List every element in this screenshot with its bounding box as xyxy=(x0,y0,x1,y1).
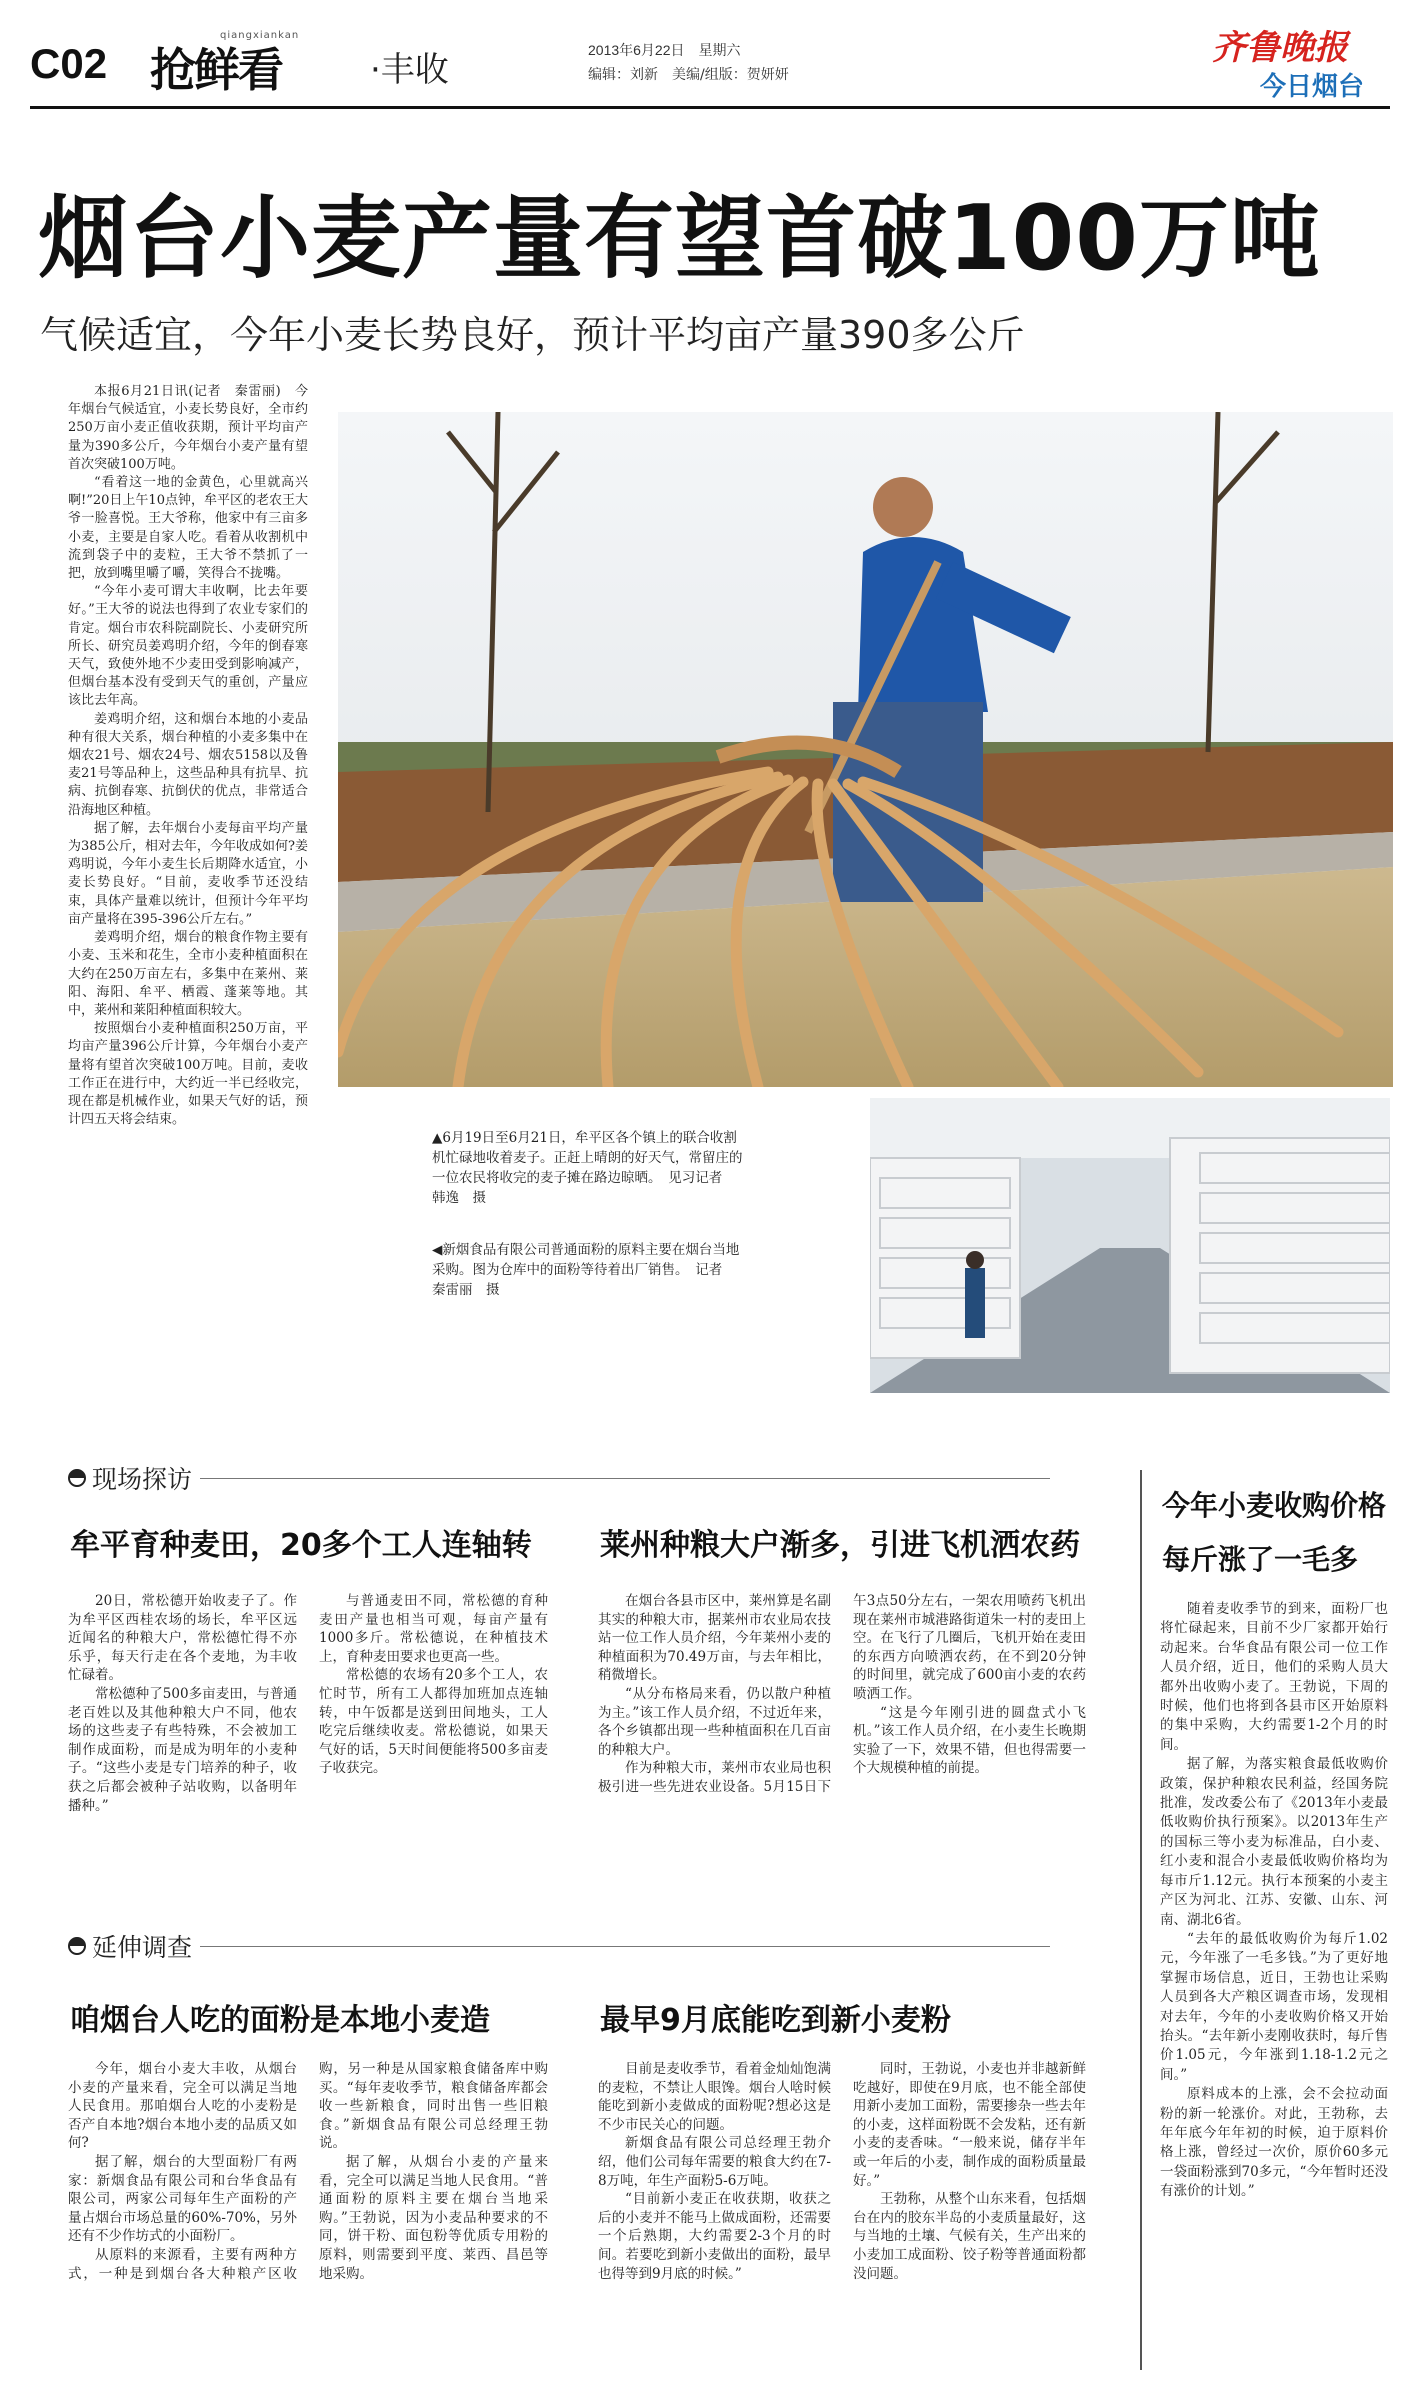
sidebar-title-line1: 今年小麦收购价格 xyxy=(1162,1489,1387,1522)
story-paragraph: “目前新小麦正在收获期，收获之后的小麦并不能马上做成面粉，还需要一个后熟期，大约需要2-3个月的时间。若要吃到新小麦做出的面粉，最早也得等到9月底的时候。” xyxy=(598,2191,831,2282)
lead-paragraph: “看着这一地的金黄色，心里就高兴啊!”20日上午10点钟，牟平区的老农王大爷一脸喜悦。王大爷称，他家中有三亩多小麦，主要是自家人吃。看着从收割机中流到袋子中的麦粒，王大爷不禁抓了一把，放到嘴里嚼了嚼，笑得合不拢嘴。 xyxy=(68,475,308,582)
section-name: 抢鲜看 xyxy=(150,43,282,97)
sidebar-paragraph: 原料成本的上涨，会不会拉动面粉的新一轮涨价。对此，王勃称，去年年底今年年初的时候，迫于原料价格上涨，曾经过一次价，原价60多元一袋面粉涨到70多元，“今年暂时还没有涨价的计划。” xyxy=(1160,2086,1388,2200)
story-body-new-flour xyxy=(598,2060,1086,2370)
sub-headline: 气候适宜，今年小麦长势良好，预计平均亩产量390多公斤 xyxy=(40,313,1025,357)
section-label-text: 现场探访 xyxy=(92,1465,193,1494)
story-paragraph: 目前是麦收季节，看着金灿灿饱满的麦粒，不禁让人眼馋。烟台人啥时候能吃到新小麦做成的面粉呢?想必这是不少市民关心的问题。 xyxy=(598,2061,831,2133)
photo-caption-flour: ◀新烟食品有限公司普通面粉的原料主要在烟台当地采购。图为仓库中的面粉等待着出厂销售。 记者 秦雷丽 摄 xyxy=(432,1242,740,1298)
wheat-harvest-photo xyxy=(338,412,1393,1087)
main-headline: 烟台小麦产量有望首破100万吨 xyxy=(38,186,1321,291)
masthead-rule xyxy=(30,106,1390,109)
story-title-new-flour: 最早9月底能吃到新小麦粉 xyxy=(600,2003,951,2038)
lead-paragraph: “今年小麦可谓大丰收啊，比去年要好。”王大爷的说法也得到了农业专家们的肯定。烟台市农科院副院长、小麦研究所所长、研究员姜鸡明介绍，今年的倒春寒天气，致使外地不少麦田受到影响减产，但烟台基本没有受到天气的重创，产量应该比去年高。 xyxy=(68,584,308,709)
photo-caption-harvest: ▲6月19日至6月21日，牟平区各个镇上的联合收割机忙碌地收着麦子。正赶上晴朗的好天气，常留庄的一位农民将收完的麦子摊在路边晾晒。 见习记者 韩逸 摄 xyxy=(432,1130,743,1206)
story-paragraph: 在烟台各县市区中，莱州算是名副其实的种粮大市，据莱州市农业局农技站一位工作人员介绍，今年莱州小麦的种植面积为70.49万亩，与去年相比，稍微增长。 xyxy=(598,1593,831,1684)
story-body-muping xyxy=(68,1592,548,1877)
story-paragraph: 同时，王勃说，小麦也并非越新鲜吃越好，即使在9月底，也不能全部使用新小麦加工面粉，需要掺杂一些去年的小麦，这样面粉既不会发粘，还有新小麦的麦香味。“一般来说，储存半年或一年后的小麦，制作成的面粉质量最好。” xyxy=(853,2061,1086,2189)
lead-paragraph: 姜鸡明介绍，这和烟台本地的小麦品种有很大关系，烟台种植的小麦多集中在烟农21号、烟农24号、烟农5158以及鲁麦21号等品种上，这些品种具有抗旱、抗病、抗倒春寒、抗倒伏的优点，非常适合沿海地区种植。 xyxy=(68,711,308,818)
lead-paragraph: 按照烟台小麦种植面积250万亩，平均亩产量396公斤计算，今年烟台小麦产量将有望首次突破100万吨。目前，麦收工作正在进行中，大约近一半已经收完，现在都是机械作业，如果天气好的话，预计四五天将会结束。 xyxy=(68,1021,308,1128)
story-body-laizhou xyxy=(598,1592,1086,1877)
story-title-laizhou: 莱州种粮大户渐多，引进飞机洒农药 xyxy=(600,1528,1080,1563)
masthead xyxy=(0,0,1417,110)
story-paragraph: 据了解，烟台的大型面粉厂有两家：新烟食品有限公司和台华食品有限公司，两家公司每年生产面粉的产量占烟台市场总量的60%-70%，另外还有不少作坊式的小面粉厂。 xyxy=(68,2153,297,2245)
story-title-local-flour: 咱烟台人吃的面粉是本地小麦造 xyxy=(70,2003,490,2038)
wheat-harvest-illustration xyxy=(338,412,1393,1087)
sidebar-divider xyxy=(1140,1470,1142,2370)
subsection-label: ·丰收 xyxy=(370,50,449,90)
section-pinyin: qiangxiankan xyxy=(220,30,300,41)
lead-paragraph: 姜鸡明介绍，烟台的粮食作物主要有小麦、玉米和花生，全市小麦种植面积在大约在250万亩左右，多集中在莱州、莱阳、海阳、牟平、栖霞、蓬莱等地。其中，莱州和莱阳种植面积较大。 xyxy=(68,930,308,1018)
lead-paragraph: 本报6月21日讯(记者 秦雷丽) 今年烟台气候适宜，小麦长势良好，全市约250万亩小麦正值收获期，预计平均亩产量为390多公斤，今年烟台小麦产量有望首次突破100万吨。 xyxy=(68,384,308,472)
story-paragraph: 常松德种了500多亩麦田，与普通老百姓以及其他种粮大户不同，他农场的这些麦子有些特殊，不会被加工制作成面粉，而是成为明年的小麦种子。“这些小麦是专门培养的种子，收获之后都会被种子站收购，以备明年播种。” xyxy=(68,1685,297,1814)
lead-article xyxy=(68,383,308,1383)
lead-paragraph: 据了解，去年烟台小麦每亩平均产量为385公斤，相对去年，今年收成如何?姜鸡明说，今年小麦生长后期降水适宜，小麦长势良好。“目前，麦收季节还没结束，具体产量难以统计，但预计今年平均亩产量将在395-396公斤左右。” xyxy=(68,820,308,927)
paper-name: 齐鲁晚报 xyxy=(1212,30,1348,67)
story-paragraph: 20日，常松德开始收麦子了。作为牟平区西桂农场的场长，牟平区远近闻名的种粮大户，常松德忙得不亦乐乎，每天行走在各个麦地，为丰收忙碌着。 xyxy=(68,1593,297,1684)
section-label-yanshen xyxy=(68,1928,192,1964)
sidebar-paragraph: 随着麦收季节的到来，面粉厂也将忙碌起来，目前不少厂家都开始行动起来。台华食品有限公司一位工作人员介绍，近日，他们的采购人员大都外出收购小麦了。王勃说，下周的时候，他们也将到各县市区开始原料的集中采购，大约需要1-2个月的时间。 xyxy=(1160,1601,1388,1753)
story-paragraph: 王勃称，从整个山东来看，包括烟台在内的胶东半岛的小麦质量最好，这与当地的土壤、气候有关，生产出来的小麦加工成面粉、饺子粉等普通面粉都没问题。 xyxy=(853,2191,1086,2282)
section-label-xianchang xyxy=(68,1460,192,1496)
section-bullet-icon xyxy=(68,1937,86,1955)
sidebar-paragraph: 据了解，为落实粮食最低收购价政策，保护种粮农民利益，经国务院批准，发改委公布了《2013年小麦最低收购价执行预案》。以2013年生产的国标三等小麦为标准品，白小麦、红小麦和混合小麦最低收购价格均为每市斤1.12元。执行本预案的小麦主产区为河北、江苏、安徽、山东、河南、湖北6省。 xyxy=(1160,1756,1388,1928)
story-paragraph: 常松德的农场有20多个工人，农忙时节，所有工人都得加班加点连轴转，中午饭都是送到田间地头，工人吃完后继续收麦。常松德说，如果天气好的话，5天时间便能将500多亩麦子收获完。 xyxy=(319,1667,548,1777)
story-paragraph: 作为种粮大市，莱州市农业局也积极引进一些先进农业设备。5月15日下午3点50分左右，一架农用喷药飞机出现在莱州市城港路街道朱一村的麦田上空。在飞行了几圈后，飞机开始在麦田的东西方向喷洒农药，在不到20分钟的时间里，就完成了600亩小麦的农药喷洒工作。 xyxy=(598,1593,1086,1795)
story-body-local-flour xyxy=(68,2060,548,2370)
editor-credits: 编辑：刘新 美编/组版：贺妍妍 xyxy=(588,67,789,83)
story-title-muping: 牟平育种麦田，20多个工人连轴转 xyxy=(70,1528,532,1563)
sidebar-paragraph: “去年的最低收购价为每斤1.02元，今年涨了一毛多钱。”为了更好地掌握市场信息，近日，王勃也让采购人员到各大产粮区调查市场，发现相对去年，今年的小麦收购价格又开始抬头。“去年新小麦刚收获时，每斤售价1.05元，今年涨到1.18-1.2元之间。” xyxy=(1160,1930,1388,2083)
story-paragraph: 新烟食品有限公司总经理王勃介绍，他们公司每年需要的粮食大约在7-8万吨，年生产面粉5-6万吨。 xyxy=(598,2135,831,2189)
page-code: C02 xyxy=(30,40,108,87)
section-divider xyxy=(200,1946,1050,1947)
story-paragraph: “从分布格局来看，仍以散户种植为主。”该工作人员介绍，不过近年来，各个乡镇都出现一些种植面积在几百亩的种粮大户。 xyxy=(598,1685,831,1758)
sidebar-body xyxy=(1160,1600,1388,2370)
sidebar-title-line2: 每斤涨了一毛多 xyxy=(1162,1543,1359,1576)
section-bullet-icon xyxy=(68,1469,86,1487)
story-paragraph: 据了解，从烟台小麦的产量来看，完全可以满足当地人民食用。“普通面粉的原料主要在烟台当地采购。”王勃说，因为小麦品种要求的不同，饼干粉、面包粉等优质专用粉的原料，则需要到平度、莱西、昌邑等地采购。 xyxy=(319,2153,548,2282)
flour-warehouse-photo xyxy=(870,1098,1390,1393)
section-label-text: 延伸调查 xyxy=(92,1933,193,1962)
story-paragraph: 今年，烟台小麦大丰收，从烟台小麦的产量来看，完全可以满足当地人民食用。那咱烟台人吃的小麦粉是否产自本地?烟台本地小麦的品质又如何? xyxy=(68,2061,297,2152)
story-paragraph: “这是今年刚引进的圆盘式小飞机。”该工作人员介绍，在小麦生长晚期实验了一下，效果不错，但也得需要一个大规模种植的前提。 xyxy=(853,1704,1086,1777)
flour-warehouse-illustration xyxy=(870,1098,1390,1393)
edition-name: 今日烟台 xyxy=(1260,72,1365,102)
section-logo xyxy=(150,28,390,98)
story-paragraph: 与普通麦田不同，常松德的育种麦田产量也相当可观，每亩产量有1000多斤。常松德说，在种植技术上，育种麦田要求也更高一些。 xyxy=(319,1593,548,1665)
story-paragraph: 从原料的来源看，主要有两种方式，一种是到烟台各大种粮产区收购，另一种是从国家粮食储备库中购买。“每年麦收季节，粮食储备库都会收一些新粮食，同时出售一些旧粮食。”新烟食品有限公司总经理王勃说。 xyxy=(68,2061,548,2282)
section-divider xyxy=(200,1478,1050,1479)
issue-date: 2013年6月22日 星期六 xyxy=(588,42,741,58)
